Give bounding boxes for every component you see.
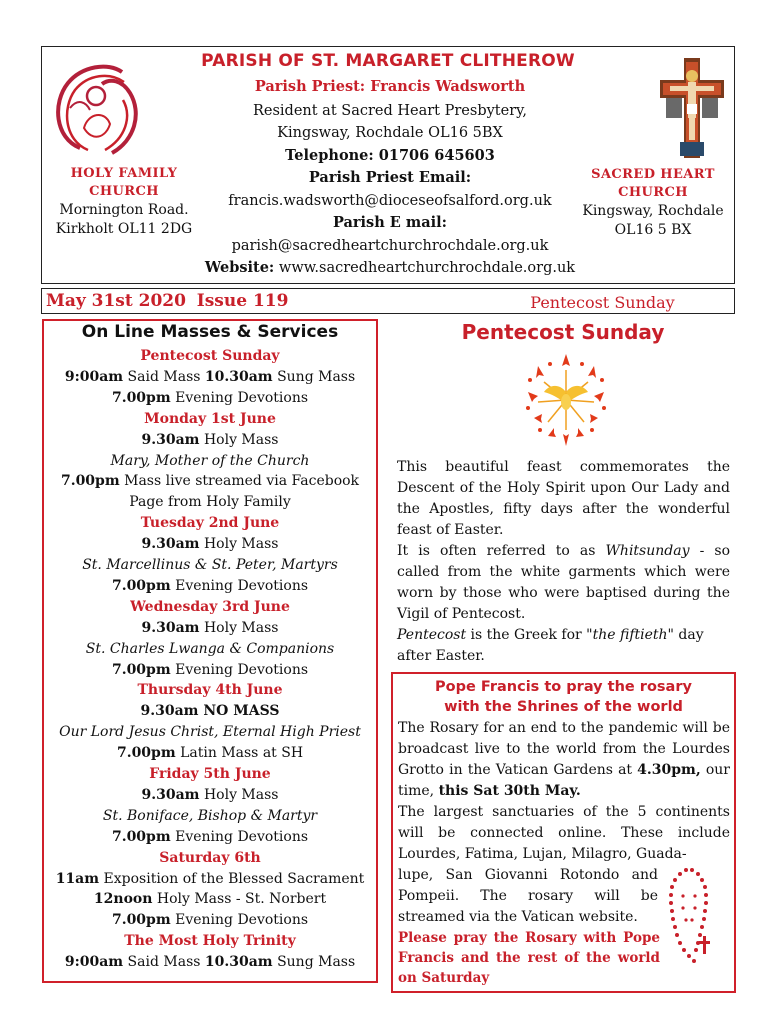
rosary-para-3: lupe, San Giovanni Rotondo and Pompeii. The rosary will be streamed via the Vatican website. (398, 867, 658, 925)
schedule-line: St. Marcellinus & St. Peter, Martyrs (82, 557, 338, 573)
schedule-line: 9.30am Holy Mass (141, 619, 279, 636)
website-link[interactable]: www.sacredheartchurchrochdale.org.uk (278, 260, 576, 276)
resident-line-2: Kingsway, Rochdale OL16 5BX (277, 125, 503, 141)
schedule-line: 7.00pm Mass live streamed via Facebook (60, 473, 360, 490)
schedule-day-heading: Wednesday 3rd June (130, 598, 290, 615)
schedule-line: 11am Exposition of the Blessed Sacrament (55, 870, 365, 887)
issue-feast: Pentecost Sunday (530, 293, 675, 312)
resident-line-1: Resident at Sacred Heart Presbytery, (252, 103, 528, 119)
telephone: Telephone: 01706 645603 (285, 147, 495, 164)
schedule-line: St. Boniface, Bishop & Martyr (102, 807, 318, 824)
schedule-line: 12noon Holy Mass - St. Norbert (93, 891, 327, 908)
parish-email-label: Parish E mail: (332, 214, 448, 231)
holy-family-church (44, 165, 204, 239)
rosary-title (393, 677, 734, 717)
schedule-line: Page from Holy Family (129, 494, 291, 511)
issue-info (46, 291, 288, 311)
schedule-day-heading: Pentecost Sunday (140, 348, 280, 364)
pentecost-title: Pentecost Sunday (461, 320, 665, 344)
issue-date: May 31st 2020 (46, 291, 186, 311)
schedule-line: 9:00am Said Mass 10.30am Sung Mass (64, 368, 356, 385)
schedule-line: 9:00am Said Mass 10.30am Sung Mass (64, 954, 356, 971)
holy-spirit-dove-flames-icon (524, 352, 608, 448)
holy-family-name-2: CHURCH (89, 184, 159, 199)
schedule-day-heading: The Most Holy Trinity (124, 933, 296, 950)
schedule-line: 9.30am Holy Mass (141, 431, 279, 448)
rosary-title-line-2: with the Shrines of the world (444, 699, 683, 715)
holy-family-logo-icon (50, 58, 146, 158)
schedule-day-heading: Monday 1st June (144, 410, 276, 427)
san-damiano-crucifix-icon (656, 54, 728, 162)
pentecost-para-1: This beautiful feast commemorates the Descent of the Holy Spirit upon Our Lady and the Apostles, fifty days after the wonderful feast of Easter. (397, 459, 730, 538)
parish-priest: Parish Priest: Francis Wadsworth (254, 78, 526, 95)
schedule-day-heading: Saturday 6th (159, 849, 261, 866)
whitsunday-term: Whitsunday (605, 543, 690, 559)
sacred-heart-addr-2: OL16 5 BX (614, 222, 692, 238)
fiftieth-term: "the fiftieth" (586, 627, 674, 643)
sacred-heart-church (573, 166, 733, 240)
schedule-line: 7.00pm Latin Mass at SH (116, 745, 304, 762)
parish-title: PARISH OF ST. MARGARET CLITHEROW (201, 51, 575, 71)
rosary-appeal: Please pray the Rosary with Pope Francis and the rest of the world on Saturday (398, 930, 660, 986)
schedule-line: 7.00pm Evening Devotions (111, 828, 309, 845)
schedule-line: 7.00pm Evening Devotions (111, 661, 309, 678)
issue-number: Issue 119 (196, 291, 289, 311)
rosary-beads-icon (664, 864, 728, 982)
schedule-line: 7.00pm Evening Devotions (111, 577, 309, 594)
schedule-day-heading: Tuesday 2nd June (140, 515, 280, 532)
schedule-day-heading: Thursday 4th June (137, 682, 283, 699)
rosary-para-1: The Rosary for an end to the pandemic will be broadcast live to the world from the Lourdes Grotto in the Vatican Gardens at 4.30pm, our time, this Sat 30th May. (398, 720, 730, 799)
sacred-heart-addr-1: Kingsway, Rochdale (582, 203, 724, 219)
schedule-line: 9.30am Holy Mass (141, 786, 279, 803)
rosary-title-line-1: Pope Francis to pray the rosary (435, 679, 692, 695)
rosary-para-2: The largest sanctuaries of the 5 continents will be connected online. These include Lourdes, Fatima, Lujan, Milagro, Guada- (398, 804, 730, 862)
priest-email-label: Parish Priest Email: (308, 169, 472, 186)
pentecost-para-3: Pentecost is the Greek for "the fiftieth" day after Easter. (397, 627, 704, 664)
schedule-line: 7.00pm Evening Devotions (111, 912, 309, 929)
schedule-day-heading: Friday 5th June (149, 766, 271, 782)
schedule-line: St. Charles Lwanga & Companions (85, 640, 335, 657)
website-label: Website: (204, 259, 275, 276)
schedule-line: Mary, Mother of the Church (110, 452, 310, 469)
parish-email[interactable]: parish@sacredheartchurchrochdale.org.uk (231, 238, 549, 254)
schedule-line: Our Lord Jesus Christ, Eternal High Priest (59, 724, 361, 741)
website-line (180, 257, 600, 279)
pentecost-term: Pentecost (397, 627, 467, 643)
holy-family-name-1: HOLY FAMILY (70, 166, 178, 181)
schedule-line: 9.30am NO MASS (140, 703, 280, 720)
priest-email[interactable]: francis.wadsworth@dioceseofsalford.org.uk (228, 193, 552, 209)
masses-title: On Line Masses & Services (81, 322, 339, 342)
sacred-heart-name-2: CHURCH (618, 185, 688, 200)
holy-family-addr-2: Kirkholt OL11 2DG (55, 221, 193, 237)
sacred-heart-name-1: SACRED HEART (591, 167, 715, 182)
schedule-line: 9.30am Holy Mass (141, 536, 279, 553)
pentecost-article (397, 457, 730, 667)
schedule-line: 7.00pm Evening Devotions (111, 389, 309, 406)
pentecost-para-2: It is often referred to as Whitsunday - so called from the white garments which were worn by those who were baptised during the Vigil of Pentecost. (397, 543, 730, 622)
holy-family-addr-1: Mornington Road. (59, 202, 189, 218)
